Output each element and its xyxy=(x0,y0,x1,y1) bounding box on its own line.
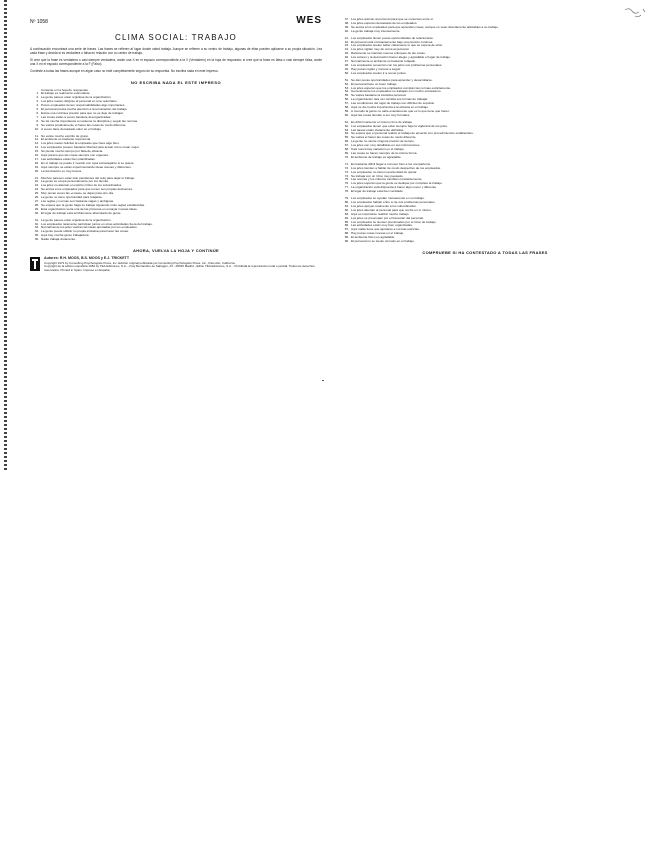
question-number: 20. xyxy=(34,169,39,173)
question-text: Se da mucha importancia a mantener la disciplina y seguir las normas. xyxy=(41,119,138,123)
question-text: Muy pocas veces las «cosas» se dejan para otro día. xyxy=(41,192,114,196)
question-text: La gente parece estar orgullosa de la organización. xyxy=(41,218,112,222)
question-number: 16. xyxy=(34,154,39,158)
question-number: 3. xyxy=(36,100,39,104)
left-column xyxy=(30,15,322,273)
question-text: El personal está constantemente bajo una presión continua. xyxy=(351,40,434,44)
question-number: 85. xyxy=(344,220,349,224)
question-text: Los empleados poseen bastante libertad para actuar como crean mejor. xyxy=(41,146,140,150)
brand-logo-text: WES xyxy=(296,15,322,26)
question-number: 7. xyxy=(36,115,39,119)
question-text: Es difícil mantener el mismo ritmo de trabajo. xyxy=(351,120,413,124)
right-column xyxy=(340,18,630,255)
question-text: La gente trabaja muy intensamente. xyxy=(351,29,401,33)
question-number: 48. xyxy=(344,63,349,67)
question-number: 52. xyxy=(344,82,349,86)
question-number: 76. xyxy=(344,182,349,186)
question-list-left xyxy=(30,89,322,243)
question-text: Se dan pocas oportunidades para aprender y desarrollarse. xyxy=(351,78,433,82)
question-number: 15. xyxy=(34,150,39,154)
question-text: La organización rara vez cambia sus formas de trabajar. xyxy=(351,98,429,102)
question-text: El ambiente es bastante impersonal. xyxy=(41,138,92,142)
question-text: Aquí hay mucha gente trabajadora. xyxy=(41,234,90,238)
question-text: Casi nunca hay variación en el trabajo. xyxy=(351,148,405,152)
question-text: Es bastante difícil llegar a conocer bien a los compañeros. xyxy=(351,162,431,166)
question-text: Aquí siempre se están experimentando ideas nuevas y diferentes. xyxy=(41,165,132,169)
question-text: El lugar de trabajo está terriblemente abarrotado de gente. xyxy=(41,211,122,215)
question-number: 33. xyxy=(34,226,39,230)
question-number: 88. xyxy=(344,232,349,236)
question-item xyxy=(30,128,322,132)
question-text: Los empleados se ayudan mutuamente en su trabajo. xyxy=(351,197,425,201)
question-number: 63. xyxy=(344,128,349,132)
question-text: Los jefes vigilan muy de cerca al personal. xyxy=(351,48,410,52)
question-text: Los empleados hablan entre sí de sus problemas personales. xyxy=(351,200,436,204)
question-number: 58. xyxy=(344,106,349,110)
page-title: CLIMA SOCIAL: TRABAJO xyxy=(115,33,237,42)
question-text: En el trabajo se puede ir vestido con ropa extravagante si se quiere. xyxy=(41,161,135,165)
question-text: Aquí parece que las cosas siempre son urgentes. xyxy=(41,154,109,158)
question-number: 21. xyxy=(34,176,39,180)
form-number: Nº 1058 xyxy=(30,19,48,25)
question-number: 41. xyxy=(344,36,349,40)
question-number: 73. xyxy=(344,170,349,174)
question-number: 47. xyxy=(344,60,349,64)
question-text: Los jefes suelen felicitar al empleado que hace algo bien. xyxy=(41,142,120,146)
question-text: Los colores y la decoración hacen alegre y agradable el lugar de trabajo. xyxy=(351,56,451,60)
question-text: El personal no se siente cómodo en el trabajo. xyxy=(351,240,415,244)
question-item xyxy=(340,30,630,34)
question-number: 60. xyxy=(344,113,349,117)
question-text: Generalmente los empleados no trabajan con mucho entusiasmo. xyxy=(351,90,442,94)
question-text: El lugar de trabajo está bien ventilado. xyxy=(351,190,404,194)
question-number: 66. xyxy=(344,140,349,144)
question-text: Los empleados suelen ir a comer juntos. xyxy=(351,71,407,75)
question-number: 38. xyxy=(344,21,349,25)
question-text: Las actividades están muy bien organizadas. xyxy=(351,224,413,228)
question-text: Hay pocas cosas nuevas en el trabajo. xyxy=(351,232,405,236)
question-number: 19. xyxy=(34,165,39,169)
question-number: 6. xyxy=(36,111,39,115)
question-item xyxy=(30,212,322,216)
question-text: La gente parece estar orgullosa de la organización. xyxy=(41,96,112,100)
question-number: 23. xyxy=(34,184,39,188)
question-number: 11. xyxy=(34,134,39,138)
question-text: Se espera que el personal realice el trabajo de acuerdo con procedimientos establecidos. xyxy=(351,132,474,136)
question-text: El personal presta mucha atención a la terminación del trabajo. xyxy=(41,108,128,112)
question-number: 17. xyxy=(34,157,39,161)
question-text: Las actividades están bien planificadas. xyxy=(41,157,96,161)
question-number: 70. xyxy=(344,155,349,159)
question-text: A veces hace demasiado calor en el trabajo. xyxy=(41,127,102,131)
question-text: Se valora bastante la iniciativa personal. xyxy=(351,94,407,98)
question-text: La organización está dispuesta a hacer algo nuevo y diferente. xyxy=(351,186,437,190)
copyright-line: Copyright de la edición española 1984 by TEA Ediciones, S.A. - Fray Bernardino de Sahagún, 24 - 28036 Madrid - Edita: TEA Ediciones, S.A. - Prohibida la reproducción total o parcial. Todos los derechos reservados. Printed in Spain. Impreso en España. xyxy=(44,264,315,273)
question-number: 44. xyxy=(344,48,349,52)
question-number: 69. xyxy=(344,152,349,155)
question-text: El trabajo es realmente estimulante. xyxy=(41,92,91,96)
question-text: Los empleados no tienen oportunidad de opinar. xyxy=(351,170,418,174)
copyright-line: Copyright 1974 by Consulting Psychologists Press, Inc. Edición original publicada por Consulting Psychologists Press, Inc., Palo Alto, California. xyxy=(44,260,236,265)
question-text: Nadie trabaja duramente. xyxy=(41,238,76,242)
question-number: 22. xyxy=(34,180,39,184)
question-number: 2. xyxy=(36,96,39,100)
instructions-paragraph: Si cree que la frase es verdadera o casi siempre verdadera, anote una X en el espacio correspondiente a la V (Verdadero) en la hoja de respuesta; si cree que la frase es falsa o casi siempre falsa, anote una X en el espacio correspondiente a la F (Falso). xyxy=(30,57,322,66)
turn-page-notice: AHORA, VUELVA LA HOJA Y CONTINÚE xyxy=(133,248,219,254)
question-number: 74. xyxy=(344,174,349,178)
question-text: Las tareas están claramente definidas. xyxy=(351,128,405,132)
question-text: Se valora positivamente el hacer las cosas de modo diferente. xyxy=(41,123,127,127)
question-text: Los jefes apoyan realmente a los subordinados. xyxy=(351,204,417,208)
question-number: 55. xyxy=(344,94,349,98)
no-write-notice: NO ESCRIBA NADA EL ESTE IMPRESO xyxy=(130,79,222,85)
question-item xyxy=(30,238,322,242)
question-number: 42. xyxy=(344,40,349,44)
question-text: Las condiciones del lugar de trabajo son difíciles de soportar. xyxy=(351,102,435,106)
question-text: Aquí nadie tiene que ajustarse a normas estrictas. xyxy=(351,228,420,232)
question-text: Las reglas y normas son bastante vagas y ambiguas. xyxy=(41,200,115,203)
question-text: La gente no tiene oportunidad para relajarse. xyxy=(41,196,103,200)
divider-mark xyxy=(322,380,324,381)
check-all-notice: COMPRUEBE SI HA CONTESTADO A TODAS LAS FRASES xyxy=(422,249,548,255)
question-text: Muchos parecen estar sólo pendientes del reloj para dejar el trabajo. xyxy=(41,176,136,180)
question-text: Conteste en la hoja de respuestas xyxy=(41,88,88,92)
question-item xyxy=(340,240,630,244)
question-number: 8. xyxy=(36,119,39,123)
question-number: 62. xyxy=(344,124,349,128)
question-number: 24. xyxy=(34,188,39,192)
question-text: El ambiente físico es agradable. xyxy=(351,236,396,240)
question-number: 68. xyxy=(344,148,349,152)
question-text: Los jefes tienden a hablar de modo despectivo de los empleados. xyxy=(351,166,441,170)
question-text: Los empleados suelen saber claramente lo que se espera de ellos. xyxy=(351,44,443,48)
authors: Autores: R.H. MOOS, B.S. MOOS y E.J. TRICKETT xyxy=(44,256,130,261)
question-number: 71. xyxy=(344,162,349,166)
question-number: 65. xyxy=(344,136,349,140)
question-number: 35. xyxy=(34,234,39,238)
question-number: 81. xyxy=(344,204,349,208)
question-text: Los jefes son muy detallistas en sus instrucciones. xyxy=(351,144,421,148)
question-text: Los empleados se sienten presionados por el ritmo de trabajo. xyxy=(351,220,437,224)
question-number: 28. xyxy=(34,203,39,207)
question-text: Las cosas están a veces bastante desorganizadas. xyxy=(41,115,112,119)
question-number: 1. xyxy=(36,92,39,96)
question-text: Los empleados tienen que estar siempre bajo la vigilancia de los jefes. xyxy=(351,124,448,128)
question-text: Se espera que la gente haga su trabajo siguiendo unas reglas establecidas. xyxy=(41,203,146,207)
question-text: Hay pocas reglas y normas a seguir. xyxy=(351,67,402,71)
question-number: 72. xyxy=(344,166,349,170)
question-number: 80. xyxy=(344,200,349,204)
question-number: 53. xyxy=(344,86,349,90)
question-number: 32. xyxy=(34,222,39,226)
question-text: Los jefes esperan que la gente se dedique por completo al trabajo. xyxy=(351,182,443,186)
question-number: 9. xyxy=(36,123,39,127)
question-number: 82. xyxy=(344,208,349,212)
question-text: El personal hace un buen trabajo. xyxy=(351,82,398,86)
question-text: La gente puede utilizar su propia iniciativa para hacer las cosas. xyxy=(41,230,129,234)
question-text: Se valora el hacer las cosas de modo diferente. xyxy=(351,136,417,140)
question-number: 43. xyxy=(344,44,349,48)
question-number: 78. xyxy=(344,190,349,194)
question-text: Los empleados comentan con los jefes sus problemas personales. xyxy=(351,63,443,67)
question-text: Se anima a los empleados para que aprendan cosas, aunque no sean directamente aplicables a su trabajo. xyxy=(351,25,499,29)
question-number: 49. xyxy=(344,67,349,71)
question-text: Los jefes alientan al personal para que confíe en sí mismo. xyxy=(351,208,432,212)
question-text: Aquí se da mucha importancia a la eficacia en el trabajo. xyxy=(351,106,429,110)
question-text: Pocos empleados tienen responsabilidades algo importantes. xyxy=(41,104,126,108)
question-number: 13. xyxy=(34,142,39,146)
question-number: 64. xyxy=(344,132,349,136)
publisher-logo-icon xyxy=(30,257,40,271)
question-number: 84. xyxy=(344,216,349,220)
question-number: 56. xyxy=(344,98,349,102)
question-text: La gente se ocupa personalmente por los demás. xyxy=(41,180,109,184)
question-number: 89. xyxy=(344,236,349,240)
question-list-right xyxy=(340,18,630,244)
question-text: Los empleados tienen pocas oportunidades de relacionarse. xyxy=(351,36,434,40)
question-text: Los jefes suelen dirigirse al personal en tono autoritario. xyxy=(41,100,118,104)
question-text: Se pierde mucho tiempo por falta de eficacia. xyxy=(41,150,104,154)
question-number: 67. xyxy=(344,144,349,148)
question-item xyxy=(340,190,630,194)
question-item xyxy=(340,156,630,160)
question-text: Se trabaja con un ritmo muy pausado. xyxy=(351,174,404,178)
question-text: La iluminación es muy buena. xyxy=(41,169,82,173)
question-number: 61. xyxy=(344,120,349,124)
instructions xyxy=(30,48,322,74)
question-text: No existe mucho espíritu de grupo. xyxy=(41,134,89,138)
question-number: 50. xyxy=(344,71,349,75)
question-number: 36. xyxy=(34,238,39,242)
question-text: Raramente se intentan nuevos enfoques de las cosas. xyxy=(351,52,426,56)
question-text: Los empleados raramente participan juntos en otras actividades fuera del trabajo. xyxy=(41,222,153,226)
question-text: Los jefes esperan que los empleados cumplan las normas estrictamente. xyxy=(351,86,452,90)
question-number: 12. xyxy=(34,138,39,142)
instructions-paragraph: A continuación encontrará una serie de frases. Las frases se refieren al lugar donde usted trabaja. Aunque se refieren a su centro de trabajo, algunas de ellas pueden aplicarse a su propia situación. Lea cada frase y decida si es verdadera o falsa en relación con su centro de trabajo. xyxy=(30,47,322,55)
question-number: 10. xyxy=(34,127,39,131)
question-number: 51. xyxy=(344,78,349,82)
question-number: 18. xyxy=(34,161,39,165)
question-text: Las normas y los criterios cambian constantemente. xyxy=(351,178,423,182)
question-text: La gente no siente ninguna presión de tiempo. xyxy=(351,140,415,144)
question-text: Existe una continua presión para que no se deje de trabajar. xyxy=(41,111,124,115)
question-number: 77. xyxy=(344,186,349,190)
question-text: Esta organización sería una de las primeras en ensayar nuevas ideas. xyxy=(41,207,138,211)
question-number: 45. xyxy=(344,52,349,56)
perforated-edge xyxy=(4,0,7,470)
header-row xyxy=(30,15,322,29)
question-number: 59. xyxy=(344,109,349,113)
question-number: 39. xyxy=(344,25,349,29)
question-text: Las cosas se hacen siempre de la misma forma. xyxy=(351,152,418,155)
question-item xyxy=(340,72,630,76)
question-number: 75. xyxy=(344,178,349,182)
question-text: Normalmente los jefes valoran las ideas aportadas por los empleados. xyxy=(41,226,138,230)
question-text: Normalmente el ambiente es bastante relajado. xyxy=(351,60,417,64)
question-number: 40. xyxy=(344,29,349,33)
question-number: 37. xyxy=(344,18,349,21)
question-number: 26. xyxy=(34,196,39,200)
question-text: Aquí las cosas tienden a ser muy formales. xyxy=(351,113,411,117)
question-item xyxy=(340,114,630,118)
credits-text xyxy=(44,257,322,273)
question-text: Los jefes esperan demasiado de los empleados. xyxy=(351,21,418,25)
question-text: El ambiente de trabajo es agradable. xyxy=(351,155,402,159)
question-number: 31. xyxy=(34,218,39,222)
question-text: Se anima a los empleados para que tomen sus propias decisiones. xyxy=(41,188,134,192)
question-number: 79. xyxy=(344,197,349,201)
question-number: 87. xyxy=(344,228,349,232)
question-text: Los jefes no alientan el espíritu crítico de los subordinados. xyxy=(41,184,123,188)
question-number: 34. xyxy=(34,230,39,234)
question-number: 27. xyxy=(34,200,39,203)
question-number: 90. xyxy=(344,240,349,244)
question-number: 14. xyxy=(34,146,39,150)
credits xyxy=(30,257,322,273)
question-number: 54. xyxy=(344,90,349,94)
question-number: 5. xyxy=(36,108,39,112)
question-number: 46. xyxy=(344,56,349,60)
question-number: 83. xyxy=(344,212,349,216)
question-number: 57. xyxy=(344,102,349,106)
question-number: 86. xyxy=(344,224,349,228)
question-number: 30. xyxy=(34,211,39,215)
question-text: Los jefes se preocupan por el bienestar del personal. xyxy=(351,216,424,220)
handwritten-mark-icon xyxy=(623,6,647,22)
question-number: 25. xyxy=(34,192,39,196)
question-item xyxy=(30,170,322,174)
question-text: Aquí es importante realizar mucho trabajo. xyxy=(351,212,410,216)
question-text: Los jefes animan al personal para que se conozcan entre sí. xyxy=(351,18,434,21)
question-number: 4. xyxy=(36,104,39,108)
instructions-paragraph: Conteste a todas las frases aunque en algún caso no esté completamente seguro de su respuesta. No escriba nada en este impreso. xyxy=(30,68,219,73)
question-text: A menudo la gente no sabe exactamente qué es lo que tiene que hacer. xyxy=(351,109,450,113)
question-number: 29. xyxy=(34,207,39,211)
